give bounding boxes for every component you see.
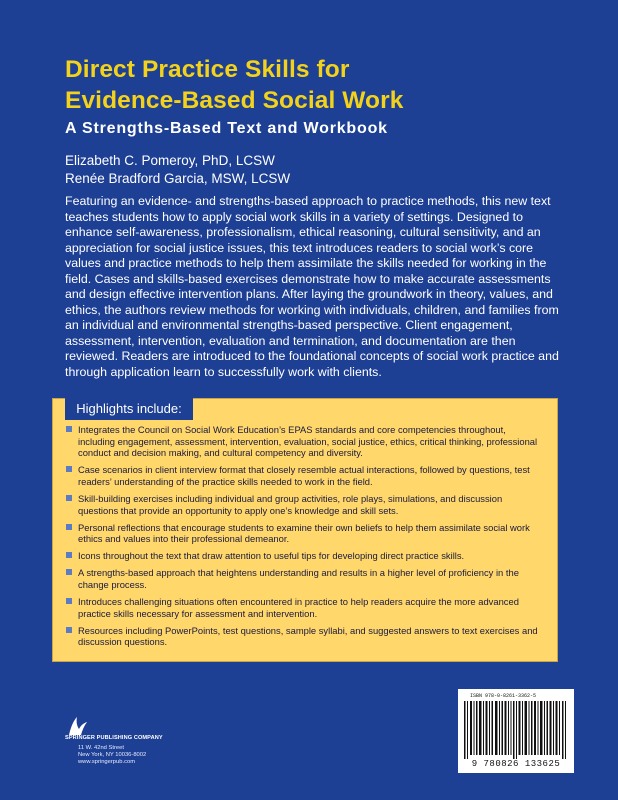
square-bullet-icon [66, 466, 72, 472]
title-line-1: Direct Practice Skills for [65, 56, 350, 83]
address-line: New York, NY 10036-8002 [78, 752, 147, 758]
list-item [66, 596, 542, 619]
square-bullet-icon [66, 426, 72, 432]
list-item [66, 550, 542, 562]
list-item-text: A strengths-based approach that heightens understanding and results in a higher level of proficiency in the change process. [78, 567, 519, 591]
square-bullet-icon [66, 552, 72, 558]
barcode-icon [462, 701, 570, 759]
barcode-number: 9 780826 133625 [471, 759, 561, 769]
publisher-website: www.springerpub.com [78, 759, 136, 765]
title-line-2: Evidence-Based Social Work [65, 87, 404, 114]
list-item-text: Icons throughout the text that draw attention to useful tips for developing direct practice skills. [78, 550, 465, 562]
highlights-header: Highlights include: [65, 398, 193, 420]
square-bullet-icon [66, 524, 72, 530]
square-bullet-icon [66, 495, 72, 501]
publisher-logo-icon [65, 716, 89, 736]
highlights-list [66, 424, 542, 654]
square-bullet-icon [66, 598, 72, 604]
address-line: 11 W. 42nd Street [78, 745, 124, 751]
list-item [66, 625, 542, 648]
author-list [65, 152, 290, 188]
list-item-text: Introduces challenging situations often encountered in practice to help readers acquire the more advanced practice skills necessary for assessment and intervention. [78, 596, 519, 619]
list-item [66, 493, 542, 516]
square-bullet-icon [66, 627, 72, 633]
list-item-text: Case scenarios in client interview format that closely resemble actual interactions, followed by questions, test readers’ understanding of the practice skills needed to work in the field. [78, 464, 530, 487]
list-item-text: Personal reflections that encourage students to examine their own beliefs to help them assimilate social work ethics and values into their professional demeanor. [78, 521, 530, 545]
list-item [66, 424, 542, 459]
list-item [66, 567, 542, 590]
list-item-text: Skill-building exercises including individual and group activities, role plays, simulations, and discussion questions that provide an opportunity to apply one’s knowledge and skill sets. [78, 492, 503, 516]
author-name: Elizabeth C. Pomeroy, PhD, LCSW [65, 153, 275, 168]
publisher-address [78, 745, 198, 766]
list-item-text: Resources including PowerPoints, test questions, sample syllabi, and suggested answers to text exercises and discussion questions. [78, 624, 538, 648]
book-title [65, 54, 585, 116]
list-item-text: Integrates the Council on Social Work Education’s EPAS standards and core competencies throughout, including engagement, assessment, intervention, evaluation, social justice, ethics, critical thinking, professional conduct and decision making, and cultural competency and diversity. [78, 424, 538, 459]
book-description: Featuring an evidence- and strengths-based approach to practice methods, this new text teaches students how to apply social work skills in a variety of settings. Designed to enhance self-awareness, professionalism, ethical reasoning, cultural sensitivity, and an appreciation for social justice issues, this text introduces readers to social work’s core values and practice methods to help them assimilate the skills needed for working in the field. Cases and skills-based exercises demonstrate how to make accurate assessments and design effective intervention plans. After laying the groundwork in theory, values, and ethics, the authors review methods for working with individuals, children, and families from an individual and environmental strengths-based perspective. Client engagement, assessment, intervention, evaluation and termination, and documentation are then reviewed. Readers are introduced to the foundational concepts of social work practice and through application learn to successfully work with clients. [65, 194, 559, 380]
list-item [66, 522, 542, 545]
book-subtitle: A Strengths-Based Text and Workbook [65, 120, 388, 137]
square-bullet-icon [66, 569, 72, 575]
isbn-label: ISBN 978-0-8261-3362-5 [470, 693, 537, 699]
list-item [66, 464, 542, 487]
barcode-panel [458, 689, 574, 773]
author-name: Renée Bradford Garcia, MSW, LCSW [65, 171, 291, 186]
publisher-name: SPRINGER PUBLISHING COMPANY [65, 735, 163, 741]
